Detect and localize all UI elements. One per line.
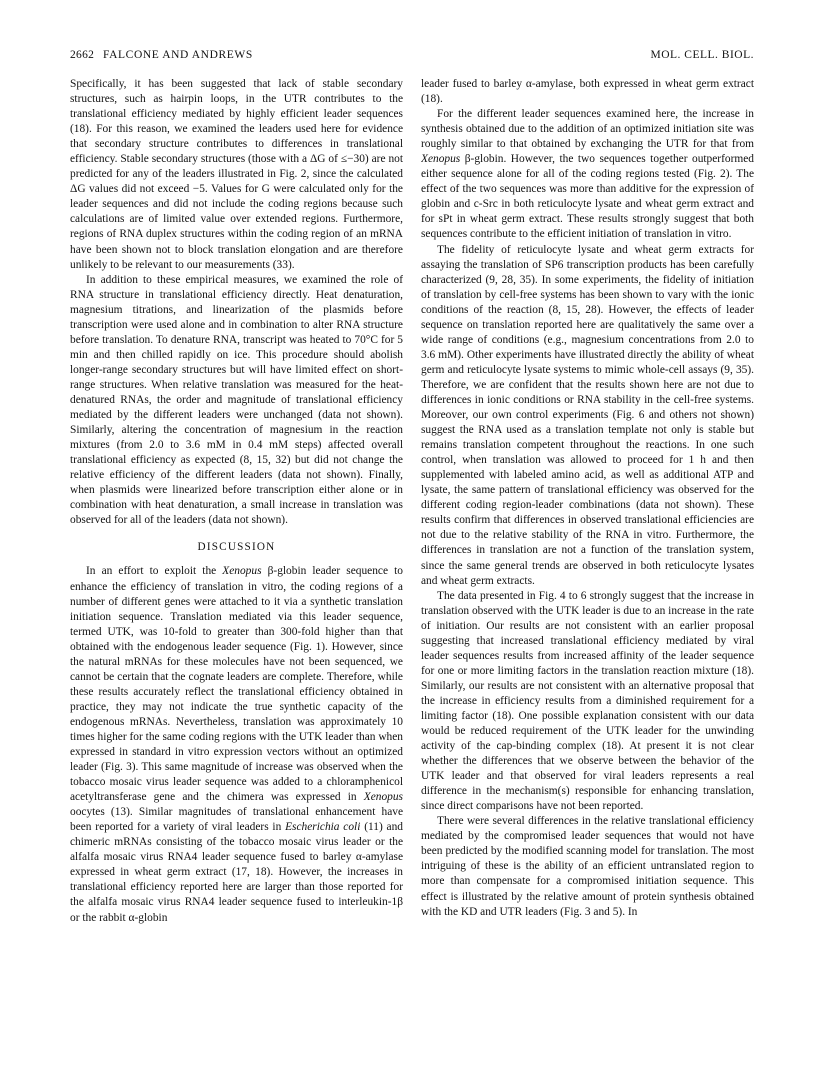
paragraph: In an effort to exploit the Xenopus β-globin leader sequence to enhance the efficiency of translation in vitro, the coding regions of a number of different genes were attached to it via a synthetic translation initiation sequence. Translation mediated via this leader sequence, termed UTK, was 10-fold to greater than 300-fold higher than that obtained with the endogenous leader sequence (Fig. 1). However, since the natural mRNAs for these molecules have not been sequenced, we cannot be certain that the cognate leaders are complete. Therefore, while these results accurately reflect the translational efficiency obtained in practice, they may not indicate the true synthetic capacity of the endogenous mRNAs. Nevertheless, translation was approximately 10 times higher for the same coding regions with the UTK leader than when expressed in standard in vitro expression vectors without an optimized leader (Fig. 3). This same magnitude of increase was observed when the tobacco mosaic virus leader sequence was added to a chloramphenicol acetyltransferase gene and the chimera was expressed in Xenopus oocytes (13). Similar magnitudes of translational enhancement have been reported for a variety of viral leaders in Escherichia coli (11) and chimeric mRNAs consisting of the tobacco mosaic virus leader or the alfalfa mosaic virus RNA4 leader sequence fused to barley α-amylase expressed in wheat germ extract (17, 18). However, the increases in translational efficiency reported here are larger than those reported for the alfalfa mosaic virus RNA4 leader sequence fused to interleukin-1β or the rabbit α-globin [70,565,403,924]
paragraph: In addition to these empirical measures, we examined the role of RNA structure in translational efficiency directly. Heat denaturation, magnesium titrations, and linearization of the plasmids before transcription were used alone and in combination to alter RNA structure before translation. To denature RNA, transcript was heated to 70°C for 5 min and then chilled rapidly on ice. This procedure should abolish longer-range secondary structures but will have limited effect on short-range structures. When relative translation was measured for the heat-denatured RNAs, the order and magnitude of translational efficiency mediated by the different leaders were unchanged (data not shown). Similarly, altering the concentration of magnesium in the reaction mixtures (from 2.0 to 3.6 mM in 0.4 mM steps) affected overall translational efficiency as expected (8, 15, 32) but did not change the relative efficiency of the different leaders (data not shown). Finally, when plasmids were linearized before transcription either alone or in combination with heat denaturation, a small increase in translation was observed for all of the leaders (data not shown). [70,273,403,527]
left-column [70,77,403,1067]
paragraph: The data presented in Fig. 4 to 6 strongly suggest that the increase in translation observed with the UTK leader is due to an increase in the rate of initiation. Our results are not consistent with an earlier proposal suggesting that increased translational efficiency mediated by viral leader sequences results from increased affinity of the leader sequence for one or more limiting factors in the translation reaction mixture (18). Similarly, our results are not consistent with an alternative proposal that the increase in efficiency results from a diminished requirement for a limiting factor (18). One possible explanation consistent with our data would be reduced requirement of the UTK leader for the unwinding activity of the cap-binding complex (18). At present it is not clear whether the differences that we observe between the behavior of the UTK leader and that observed for viral leaders represents a real difference in the mechanism(s) responsible for enhancing translation, since direct comparisons have not been reported. [421,589,754,813]
running-header [70,49,754,69]
paragraph: There were several differences in the relative translational efficiency mediated by the compromised leader sequences that would not have been predicted by the modified scanning model for translation. The most intriguing of these is the ability of an efficient untranslated region to more than compensate for a compromised initiation sequence. This effect is illustrated by the relative amount of protein synthesis obtained with the KD and UTR leaders (Fig. 3 and 5). In [421,815,754,918]
running-journal: MOL. CELL. BIOL. [650,49,754,61]
paragraph: Specifically, it has been suggested that lack of stable secondary structures, such as hairpin loops, in the UTR contributes to the translational efficiency mediated by highly efficient leader sequences (18). For this reason, we examined the leaders used here for evidence that secondary structure contributes to differences in translational efficiency. Stable secondary structures (those with a ΔG of ≤−30) are not predicted for any of the leaders illustrated in Fig. 2, since the calculated ΔG values did not exceed −5. Values for G were calculated only for the leader sequences and did not include the coding regions because such calculations are of limited value over extended regions. Furthermore, regions of RNA duplex structures within the coding region of an mRNA have been shown not to block translation elongation and are therefore unlikely to be relevant to our measurements (33). [70,78,403,271]
paragraph: For the different leader sequences examined here, the increase in synthesis obtained due to the addition of an optimized initiation site was roughly similar to that obtained by exchanging the UTR for that from Xenopus β-globin. However, the two sequences together outperformed either sequence alone for all of the coding regions tested (Fig. 2). The effect of the two sequences was more than additive for the expression of globin and c-Src in both reticulocyte lysate and wheat germ extract and for sPt in wheat germ extract. These results strongly suggest that both sequences contribute to the efficient initiation of translation in vitro. [421,108,754,241]
right-column [421,77,754,1067]
paragraph: The fidelity of reticulocyte lysate and wheat germ extracts for assaying the translation of SP6 transcription products has been carefully characterized (9, 28, 35). In some experiments, the fidelity of initiation of translation by cell-free systems has been shown to vary with the ionic conditions of the reaction (8, 15, 28). However, the effects of leader sequence on translation reported here are qualitatively the same over a wide range of conditions (e.g., magnesium concentrations from 2.0 to 3.6 mM). Other experiments have illustrated directly the ability of wheat germ and reticulocyte lysate systems to mimic whole-cell assays (9, 35). Therefore, we are confident that the results shown here are not due to differences in ionic conditions or RNA stability in the cell-free systems. Moreover, our own control experiments (Fig. 6 and others not shown) suggest the RNA used as a translation template not only is stable but remains translation competent throughout the reactions. In one such control, when translation was allowed to proceed for 1 h and then supplemented with labeled amino acid, as well as additional ATP and lysate, the same pattern of translational efficiency was observed for the different coding region-leader combinations (data not shown). These results confirm that differences in observed translational efficiencies are not due to the relative stability of the RNA in vitro. Furthermore, the differences in translation are not a function of the translation system, since the same general trends are observed in both reticulocyte lysates and wheat germ extracts. [421,243,754,587]
page-number: 2662 [70,49,95,61]
section-heading-discussion: DISCUSSION [197,541,276,554]
paragraph: leader fused to barley α-amylase, both expressed in wheat germ extract (18). [421,78,754,106]
running-authors: FALCONE AND ANDREWS [103,49,253,61]
